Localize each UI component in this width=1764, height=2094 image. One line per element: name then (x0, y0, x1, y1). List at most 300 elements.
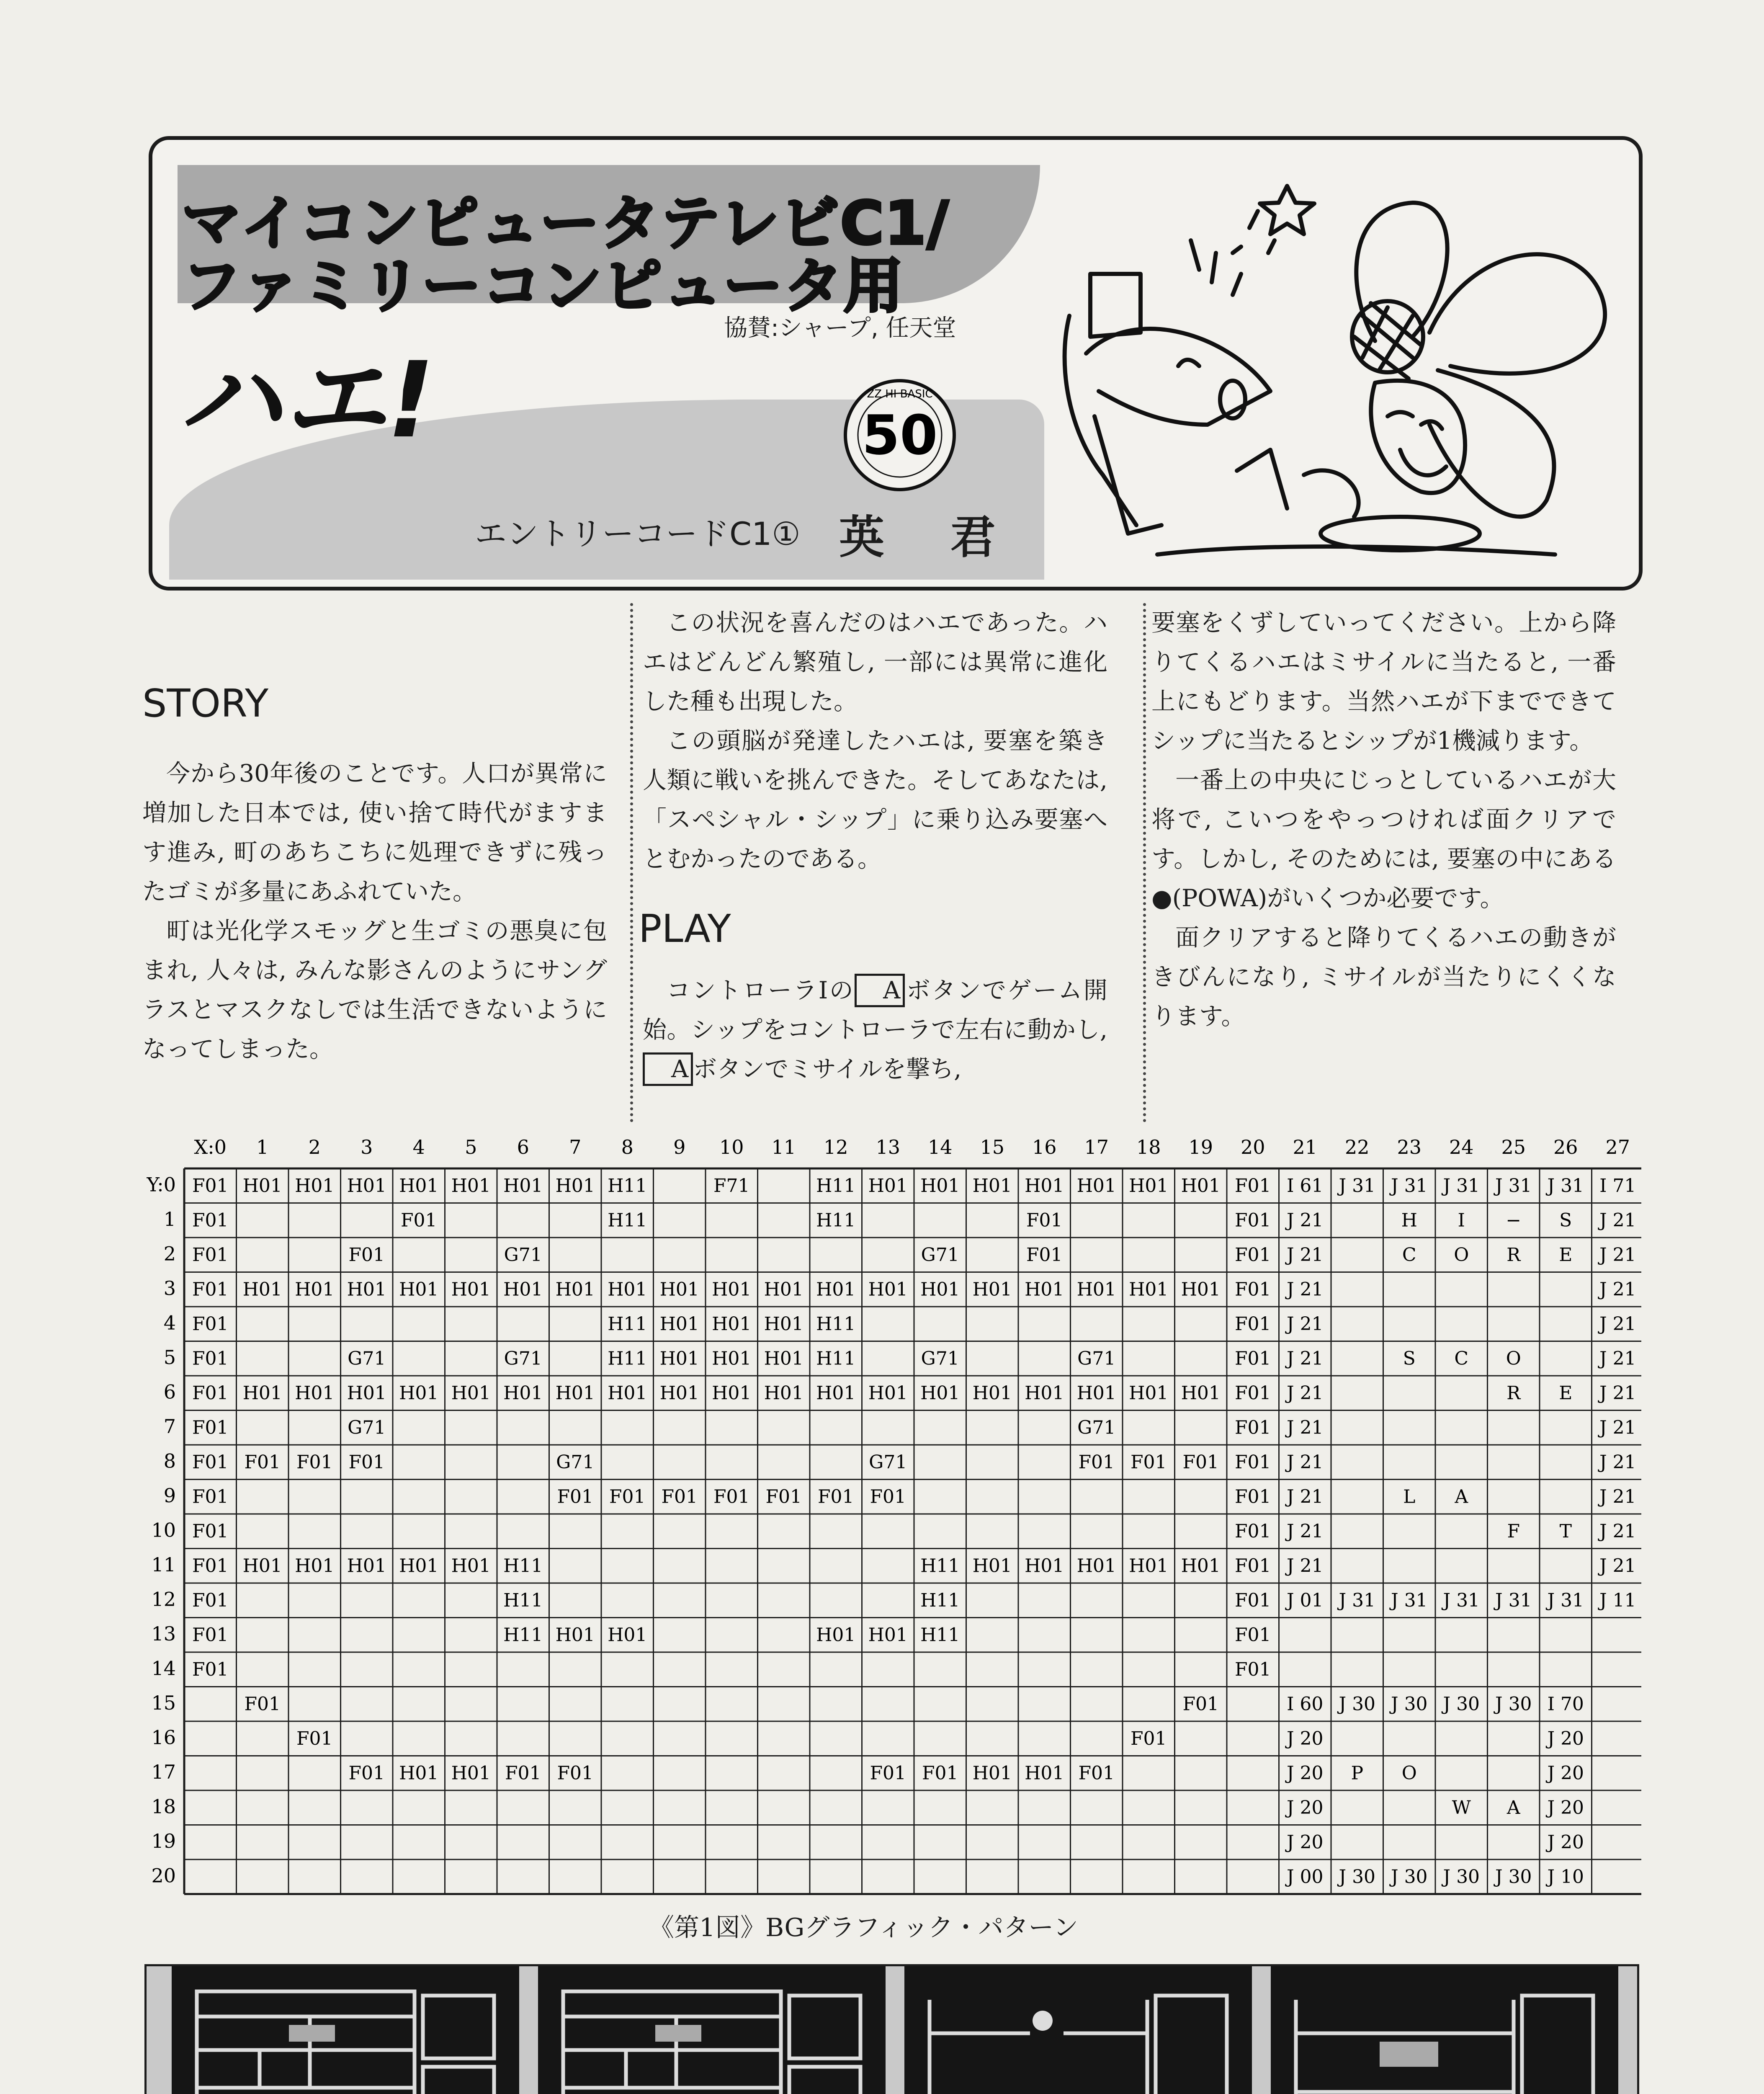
grid-cell: H01 (555, 1279, 595, 1300)
grid-cell: H (1401, 1209, 1417, 1231)
grid-cell: G71 (1077, 1348, 1116, 1369)
grid-cell: H01 (712, 1382, 752, 1404)
grid-cell: H01 (972, 1279, 1012, 1300)
badge-text: ZZ HI BASIC (867, 388, 933, 400)
grid-cell: H01 (972, 1555, 1012, 1577)
grid-cell: J 10 (1547, 1866, 1584, 1888)
grid-y-header: 13 (151, 1622, 176, 1645)
grid-cell: A (1455, 1486, 1468, 1508)
grid-cell: F01 (296, 1728, 333, 1750)
grid-cell: J 31 (1495, 1590, 1532, 1612)
grid-cell: A (1506, 1797, 1520, 1819)
grid-cell: C (1402, 1244, 1416, 1266)
game-screen-icon (172, 1966, 519, 2094)
photo-1 (172, 1966, 519, 2094)
story-paragraph-2: 町は光化学スモッグと生ゴミの悪臭に包まれ, 人々は, みんな影さんのようにサングラスとマスクなしでは生活できないようになってしまった。 (142, 917, 607, 1063)
grid-cell: J 20 (1286, 1728, 1324, 1750)
grid-cell: J 21 (1599, 1417, 1636, 1439)
grid-cell: H01 (1025, 1555, 1064, 1577)
grid-cell: F01 (348, 1452, 385, 1473)
grid-cell: F01 (1078, 1762, 1115, 1784)
grid-cell: F01 (192, 1417, 229, 1439)
grid-cell: H01 (451, 1382, 491, 1404)
grid-cell: J 21 (1286, 1348, 1324, 1369)
grid-cell: H01 (242, 1555, 282, 1577)
grid-x-header: 10 (719, 1136, 744, 1158)
grid-cell: F01 (400, 1209, 437, 1231)
grid-cell: H01 (764, 1348, 803, 1369)
grid-y-header: 8 (163, 1449, 176, 1473)
grid-cell: F01 (192, 1313, 229, 1335)
grid-x-header: 25 (1501, 1136, 1526, 1158)
grid-cell: H01 (659, 1279, 699, 1300)
grid-cell: H01 (1076, 1279, 1116, 1300)
grid-cell: H01 (503, 1382, 543, 1404)
grid-cell: J 21 (1286, 1279, 1324, 1300)
grid-cell: H01 (920, 1175, 960, 1197)
column-divider (630, 603, 633, 1122)
grid-cell: J 30 (1443, 1693, 1480, 1715)
game-screen-icon (538, 1966, 886, 2094)
grid-cell: G71 (504, 1348, 542, 1369)
grid-cell: F01 (1234, 1175, 1271, 1197)
badge-number: 50 (862, 403, 938, 467)
grid-cell: J 21 (1286, 1417, 1324, 1439)
grid-cell: H01 (816, 1382, 856, 1404)
grid-cell: G71 (1077, 1417, 1116, 1439)
title-line-2: ファミリーコンピュータ用 (182, 252, 904, 321)
grid-cell: J 20 (1547, 1797, 1584, 1819)
grid-cell: J 31 (1547, 1175, 1584, 1197)
grid-cell: J 21 (1286, 1452, 1324, 1473)
grid-cell: H01 (659, 1313, 699, 1335)
grid-cell: H11 (816, 1175, 856, 1197)
grid-x-header: 16 (1032, 1136, 1057, 1158)
grid-cell: I 71 (1599, 1175, 1636, 1197)
grid-x-header: 5 (465, 1136, 477, 1158)
grid-cell: O (1401, 1762, 1417, 1784)
grid-cell: I 61 (1287, 1175, 1324, 1197)
story-continued-column (639, 603, 1107, 1089)
grid-cell: H01 (399, 1762, 439, 1784)
grid-cell: H11 (920, 1555, 960, 1577)
grid-cell: H01 (1025, 1382, 1064, 1404)
grid-cell: H01 (451, 1762, 491, 1784)
grid-cell: H01 (764, 1279, 803, 1300)
grid-cell: H01 (920, 1382, 960, 1404)
grid-cell: J 21 (1599, 1382, 1636, 1404)
grid-cell: H11 (816, 1313, 856, 1335)
grid-cell: H01 (1025, 1175, 1064, 1197)
grid-cell: H11 (920, 1624, 960, 1646)
grid-y-header: 11 (151, 1553, 176, 1576)
grid-x-header: 4 (412, 1136, 425, 1158)
grid-cell: F01 (1234, 1590, 1271, 1612)
grid-cell: J 30 (1391, 1866, 1428, 1888)
grid-cell: H11 (816, 1348, 856, 1369)
a-button-key: A (855, 974, 905, 1007)
grid-x-header: 19 (1188, 1136, 1213, 1158)
col3-paragraph-2: 一番上の中央にじっとしているハエが大将で, こいつをやっつければ面クリアです。しかし, そのためには, 要塞の中にある●(POWA)がいくつか必要です。 (1151, 766, 1616, 912)
fly-illustration-icon (1053, 157, 1630, 575)
play-paragraph-1 (643, 971, 1107, 1089)
grid-cell: H01 (1181, 1555, 1221, 1577)
grid-x-header: 15 (980, 1136, 1005, 1158)
grid-cell: J 30 (1495, 1866, 1532, 1888)
grid-x-header: 18 (1136, 1136, 1161, 1158)
grid-cell: F01 (1182, 1452, 1219, 1473)
play-text-b: ボタンでゲーム開始。シップをコントローラで左右に動かし, (643, 977, 1107, 1044)
grid-cell: J 21 (1599, 1279, 1636, 1300)
grid-cell: F01 (817, 1486, 854, 1508)
grid-cell: F01 (765, 1486, 802, 1508)
col2-paragraph-1: この状況を喜んだのはハエであった。ハエはどんどん繁殖し, 一部には異常に進化した種も出現した。 (643, 609, 1107, 715)
grid-cell: F01 (870, 1486, 906, 1508)
grid-cell: F01 (1234, 1279, 1271, 1300)
game-screen-icon (904, 1966, 1252, 2094)
grid-cell: H01 (399, 1279, 439, 1300)
grid-cell: F01 (192, 1244, 229, 1266)
grid-x-header: 27 (1605, 1136, 1630, 1158)
grid-y-header: 9 (163, 1484, 176, 1507)
grid-cell: H01 (242, 1382, 282, 1404)
grid-cell: T (1559, 1521, 1572, 1542)
grid-cell: H01 (816, 1279, 856, 1300)
grid-cell: F01 (192, 1590, 229, 1612)
grid-cell: J 21 (1286, 1521, 1324, 1542)
grid-x-header: X:0 (194, 1136, 227, 1158)
grid-x-header: 9 (673, 1136, 686, 1158)
grid-cell: J 00 (1286, 1866, 1324, 1888)
grid-cell: F01 (192, 1348, 229, 1369)
grid-cell: H01 (1025, 1762, 1064, 1784)
grid-cell: H01 (399, 1382, 439, 1404)
grid-cell: − (1506, 1209, 1522, 1231)
grid-cell: F01 (192, 1279, 229, 1300)
grid-cell: H01 (451, 1175, 491, 1197)
grid-y-header: 3 (163, 1277, 176, 1300)
grid-cell: H01 (555, 1624, 595, 1646)
game-title: ハエ! (178, 339, 435, 461)
grid-x-header: 26 (1553, 1136, 1578, 1158)
grid-cell: F01 (1234, 1313, 1271, 1335)
grid-cell: J 30 (1495, 1693, 1532, 1715)
play-text-c: ボタンでミサイルを撃ち, (693, 1055, 962, 1083)
grid-cell: H01 (972, 1175, 1012, 1197)
badge-50-icon (839, 374, 961, 496)
grid-cell: F01 (296, 1452, 333, 1473)
grid-x-header: 17 (1084, 1136, 1109, 1158)
grid-cell: J 30 (1339, 1693, 1376, 1715)
grid-cell: F01 (192, 1624, 229, 1646)
grid-cell: H01 (451, 1279, 491, 1300)
grid-cell: H01 (555, 1175, 595, 1197)
grid-cell: O (1506, 1348, 1521, 1369)
grid-cell: H01 (816, 1624, 856, 1646)
grid-cell: H01 (764, 1382, 803, 1404)
grid-cell: H01 (242, 1279, 282, 1300)
grid-cell: J 21 (1286, 1313, 1324, 1335)
grid-cell: H01 (1129, 1279, 1169, 1300)
grid-cell: F01 (1234, 1624, 1271, 1646)
grid-cell: J 20 (1547, 1831, 1584, 1853)
grid-cell: S (1403, 1348, 1416, 1369)
grid-cell: F01 (192, 1452, 229, 1473)
grid-cell: F01 (1026, 1244, 1063, 1266)
grid-cell: F01 (557, 1486, 594, 1508)
grid-y-header: 6 (163, 1380, 176, 1403)
grid-cell: F01 (713, 1486, 750, 1508)
grid-cell: I 70 (1547, 1693, 1584, 1715)
grid-cell: H01 (1181, 1382, 1221, 1404)
grid-y-header: 12 (151, 1588, 176, 1611)
grid-cell: F01 (1234, 1452, 1271, 1473)
grid-cell: J 31 (1495, 1175, 1532, 1197)
grid-cell: H01 (712, 1348, 752, 1369)
grid-cell: F01 (1234, 1244, 1271, 1266)
photos-panel (144, 1964, 1639, 2094)
grid-x-header: 11 (771, 1136, 796, 1158)
grid-cell: J 21 (1286, 1244, 1324, 1266)
grid-cell: O (1454, 1244, 1469, 1266)
grid-cell: F71 (713, 1175, 750, 1197)
grid-cell: E (1559, 1244, 1573, 1266)
grid-cell: F01 (1234, 1659, 1271, 1681)
grid-cell: J 31 (1391, 1590, 1428, 1612)
grid-cell: J 20 (1286, 1831, 1324, 1853)
grid-cell: J 21 (1599, 1555, 1636, 1577)
grid-cell: F01 (192, 1175, 229, 1197)
grid-cell: R (1506, 1382, 1521, 1404)
grid-cell: H01 (1129, 1555, 1169, 1577)
grid-cell: G71 (556, 1452, 595, 1473)
grid-cell: J 20 (1547, 1762, 1584, 1784)
grid-y-header: 19 (151, 1829, 176, 1852)
grid-cell: J 21 (1599, 1313, 1636, 1335)
grid-cell: H01 (503, 1279, 543, 1300)
grid-cell: H01 (503, 1175, 543, 1197)
grid-cell: L (1403, 1486, 1416, 1508)
grid-cell: H01 (920, 1279, 960, 1300)
grid-y-header: 18 (151, 1795, 176, 1818)
grid-x-header: 3 (361, 1136, 373, 1158)
grid-cell: J 30 (1339, 1866, 1376, 1888)
grid-x-header: 2 (308, 1136, 321, 1158)
grid-cell: J 21 (1599, 1452, 1636, 1473)
grid-x-header: 14 (927, 1136, 953, 1158)
grid-cell: H01 (659, 1348, 699, 1369)
grid-cell: F01 (1078, 1452, 1115, 1473)
grid-cell: J 20 (1286, 1797, 1324, 1819)
grid-cell: J 31 (1391, 1175, 1428, 1197)
grid-cell: J 31 (1547, 1590, 1584, 1612)
col3-paragraph-1: 要塞をくずしていってください。上から降りてくるハエはミサイルに当たると, 一番上にもどります。当然ハエが下までできてシップに当たるとシップが1機減ります。 (1151, 609, 1616, 755)
game-screen-icon (1271, 1966, 1618, 2094)
grid-x-header: 23 (1397, 1136, 1422, 1158)
grid-cell: F01 (348, 1244, 385, 1266)
grid-cell: J 30 (1443, 1866, 1480, 1888)
grid-cell: F01 (1234, 1486, 1271, 1508)
grid-cell: J 31 (1443, 1175, 1480, 1197)
grid-cell: H01 (295, 1382, 335, 1404)
author-name: 英 君 (839, 511, 1021, 564)
grid-cell: H01 (712, 1313, 752, 1335)
bg-graphic-pattern-table (117, 1131, 1641, 1897)
grid-cell: G71 (504, 1244, 542, 1266)
grid-cell: F01 (922, 1762, 958, 1784)
grid-cell: J 11 (1599, 1590, 1636, 1612)
grid-cell: J 20 (1547, 1728, 1584, 1750)
grid-cell: R (1506, 1244, 1521, 1266)
grid-cell: F01 (1234, 1521, 1271, 1542)
grid-y-header: 5 (163, 1346, 176, 1369)
grid-cell: H01 (608, 1279, 647, 1300)
story-paragraph-1: 今から30年後のことです。人口が異常に増加した日本では, 使い捨て時代がますます進み, 町のあちこちに処理できずに残ったゴミが多量にあふれていた。 (142, 760, 607, 905)
grid-cell: J 31 (1443, 1590, 1480, 1612)
grid-cell: F01 (192, 1521, 229, 1542)
grid-cell: F01 (557, 1762, 594, 1784)
grid-cell: F01 (1182, 1693, 1219, 1715)
grid-cell: H11 (503, 1624, 543, 1646)
grid-cell: F01 (1234, 1417, 1271, 1439)
grid-cell: H01 (347, 1175, 386, 1197)
grid-cell: J 21 (1286, 1486, 1324, 1508)
grid-cell: F01 (244, 1452, 281, 1473)
grid-cell: H01 (399, 1555, 439, 1577)
grid-cell: F01 (1234, 1382, 1271, 1404)
grid-cell: H01 (1076, 1175, 1116, 1197)
grid-cell: W (1452, 1797, 1471, 1819)
grid-cell: J 30 (1391, 1693, 1428, 1715)
grid-cell: G71 (348, 1417, 386, 1439)
grid-y-header: Y:0 (147, 1173, 176, 1196)
grid-cell: H01 (608, 1624, 647, 1646)
grid-cell: H01 (608, 1382, 647, 1404)
grid-cell: H01 (347, 1555, 386, 1577)
grid-cell: I 60 (1287, 1693, 1324, 1715)
grid-cell: G71 (921, 1244, 959, 1266)
photo-3 (904, 1966, 1252, 2094)
grid-cell: H01 (868, 1279, 908, 1300)
grid-cell: J 21 (1599, 1209, 1636, 1231)
grid-cell: H11 (920, 1590, 960, 1612)
grid-x-header: 6 (517, 1136, 529, 1158)
grid-cell: J 21 (1286, 1382, 1324, 1404)
column-divider-2 (1143, 603, 1146, 1122)
grid-cell: H01 (1181, 1279, 1221, 1300)
grid-cell: H01 (1181, 1175, 1221, 1197)
a-button-key-2: A (643, 1052, 693, 1086)
grid-cell: C (1454, 1348, 1469, 1369)
grid-x-header: 20 (1240, 1136, 1265, 1158)
grid-cell: F01 (1234, 1348, 1271, 1369)
grid-cell: H01 (868, 1382, 908, 1404)
grid-y-header: 10 (151, 1519, 176, 1542)
grid-cell: J 01 (1286, 1590, 1324, 1612)
grid-x-header: 13 (876, 1136, 901, 1158)
grid-cell: F01 (1130, 1452, 1167, 1473)
grid-caption: 《第1図》BGグラフィック・パターン (649, 1913, 1079, 1942)
bg-grid (117, 1131, 1641, 1897)
grid-cell: H01 (295, 1279, 335, 1300)
grid-y-header: 17 (151, 1760, 176, 1783)
grid-cell: H01 (868, 1175, 908, 1197)
play-continued-column (1151, 603, 1616, 1036)
grid-x-header: 8 (621, 1136, 633, 1158)
grid-cell: J 20 (1286, 1762, 1324, 1784)
col3-paragraph-3: 面クリアすると降りてくるハエの動きがきびんになり, ミサイルが当たりにくくなります。 (1151, 924, 1616, 1030)
grid-x-header: 24 (1449, 1136, 1474, 1158)
grid-x-header: 21 (1293, 1136, 1318, 1158)
grid-cell: F01 (1026, 1209, 1063, 1231)
grid-y-header: 14 (151, 1657, 176, 1680)
grid-cell: F01 (348, 1762, 385, 1784)
entry-code: エントリーコードC1① (475, 515, 801, 552)
grid-cell: G71 (921, 1348, 959, 1369)
grid-cell: F01 (244, 1693, 281, 1715)
grid-cell: H01 (399, 1175, 439, 1197)
grid-cell: E (1559, 1382, 1573, 1404)
header-box (149, 136, 1643, 591)
grid-x-header: 22 (1344, 1136, 1370, 1158)
story-heading: STORY (142, 681, 269, 726)
grid-cell: F01 (192, 1486, 229, 1508)
grid-y-header: 16 (151, 1726, 176, 1749)
grid-cell: H11 (503, 1590, 543, 1612)
grid-x-header: 12 (823, 1136, 848, 1158)
play-heading: PLAY (639, 906, 731, 951)
grid-cell: F01 (505, 1762, 541, 1784)
grid-cell: F01 (1234, 1555, 1271, 1577)
grid-cell: F01 (192, 1382, 229, 1404)
grid-cell: G71 (869, 1452, 907, 1473)
grid-cell: H01 (1025, 1279, 1064, 1300)
grid-cell: H01 (451, 1555, 491, 1577)
grid-y-header: 7 (163, 1415, 176, 1438)
grid-cell: H01 (712, 1279, 752, 1300)
grid-cell: F (1507, 1521, 1520, 1542)
grid-cell: H11 (608, 1209, 647, 1231)
grid-cell: H11 (608, 1348, 647, 1369)
grid-cell: G71 (348, 1348, 386, 1369)
grid-cell: F01 (1130, 1728, 1167, 1750)
grid-cell: I (1458, 1209, 1465, 1231)
grid-cell: F01 (1234, 1209, 1271, 1231)
grid-cell: H01 (295, 1555, 335, 1577)
grid-x-header: 7 (569, 1136, 582, 1158)
grid-cell: H01 (347, 1382, 386, 1404)
grid-cell: H01 (242, 1175, 282, 1197)
grid-cell: H01 (295, 1175, 335, 1197)
story-column (142, 754, 607, 1069)
grid-y-header: 1 (163, 1207, 176, 1230)
grid-cell: H01 (555, 1382, 595, 1404)
grid-cell: J 21 (1286, 1555, 1324, 1577)
grid-cell: F01 (661, 1486, 698, 1508)
sponsors: 協賛:シャープ, 任天堂 (724, 315, 956, 342)
grid-cell: J 21 (1599, 1348, 1636, 1369)
grid-cell: H11 (503, 1555, 543, 1577)
grid-cell: H01 (868, 1624, 908, 1646)
grid-cell: S (1559, 1209, 1572, 1231)
grid-cell: J 21 (1599, 1486, 1636, 1508)
grid-y-header: 15 (151, 1691, 176, 1714)
grid-cell: F01 (609, 1486, 646, 1508)
grid-cell: H11 (608, 1175, 647, 1197)
title-line-1: マイコンピュータテレビC1/ (182, 189, 950, 258)
grid-y-header: 4 (163, 1311, 176, 1334)
grid-cell: H01 (1076, 1382, 1116, 1404)
